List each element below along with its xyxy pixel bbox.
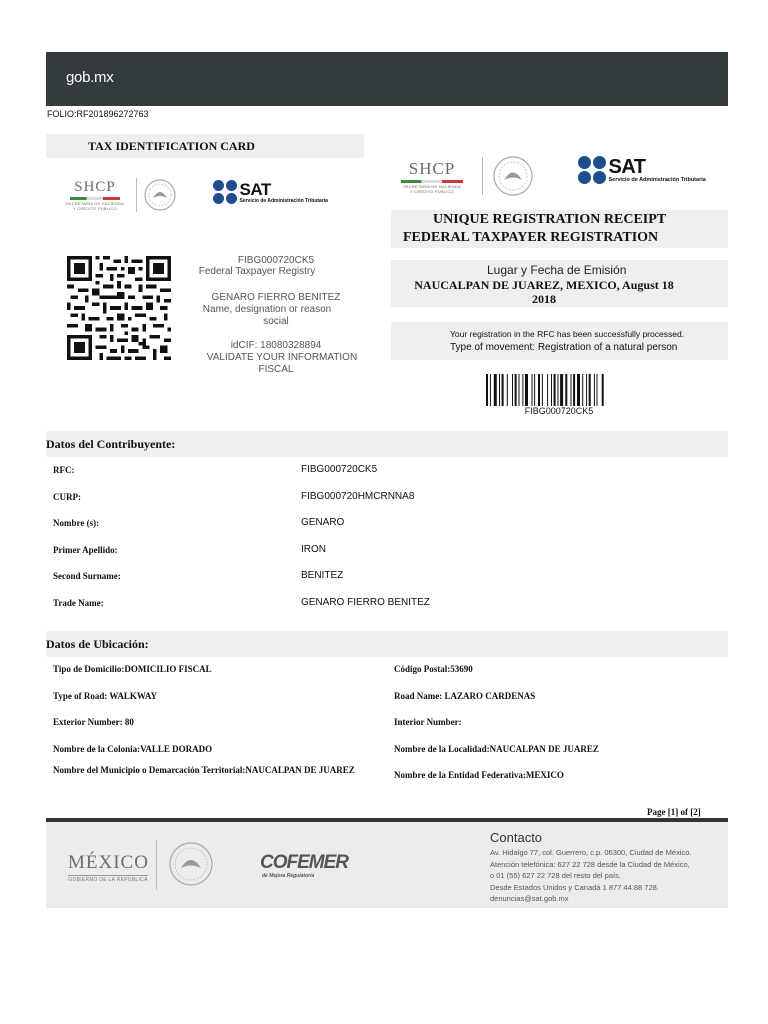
location-field: Exterior Number: 80 [53, 717, 134, 727]
mexico-logo [68, 852, 148, 883]
shcp-subtitle: SECRETARÍA DE HACIENDA [66, 201, 124, 206]
card-title-bar [46, 134, 364, 158]
shcp-subtitle: Y CRÉDITO PÚBLICO [73, 206, 117, 211]
field-label: CURP: [53, 492, 81, 502]
field-label: Nombre (s): [53, 518, 100, 528]
eagle-seal-icon [143, 178, 177, 212]
location-field: Nombre de la Localidad:NAUCALPAN DE JUAREZ [394, 744, 599, 754]
location-field: Road Name: LAZARO CARDENAS [394, 691, 536, 701]
field-label: Primer Apellido: [53, 545, 118, 555]
shcp-logo-left [60, 175, 177, 215]
location-field: Tipo de Domicilio:DOMICILIO FISCAL [53, 664, 212, 674]
top-bar [46, 52, 728, 106]
contribuyente-heading-bar [46, 431, 728, 457]
card-rfc: FIBG000720CK5 [237, 255, 315, 266]
page-indicator: Page [1] of [2] [647, 807, 701, 817]
contact-phone: o 01 (55) 627 22 728 del resto del país. [490, 871, 621, 880]
contribuyente-heading: Datos del Contribuyente: [46, 437, 176, 451]
receipt-title: UNIQUE REGISTRATION RECEIPT [433, 212, 667, 227]
sat-subtitle: Servicio de Administración Tributaria [239, 198, 328, 204]
mexico-subtitle: GOBIERNO DE LA REPÚBLICA [68, 877, 148, 883]
sat-logo-left [213, 180, 328, 204]
place-date-line: NAUCALPAN DE JUAREZ, MEXICO, August 18 [414, 278, 674, 292]
contact-phone: Atención telefónica: 627 22 728 desde la Ciudad de México, [490, 859, 690, 869]
sat-subtitle: Servicio de Administración Tributaria [608, 177, 706, 184]
shcp-wordmark: SHCP [408, 158, 456, 178]
location-field: Nombre de la Entidad Federativa:MEXICO [394, 770, 564, 780]
field-value: FIBG000720HMCRNNA8 [301, 491, 415, 502]
sat-wordmark: SAT [239, 180, 271, 199]
location-field: Código Postal:53690 [394, 664, 473, 674]
footer-separator [156, 840, 157, 890]
registration-message-box [391, 322, 728, 360]
receipt-subtitle: FEDERAL TAXPAYER REGISTRATION [403, 230, 659, 245]
qr-code [66, 256, 172, 360]
folio: FOLIO:RF201896272763 [47, 109, 149, 119]
field-value: GENARO FIERRO BENITEZ [301, 597, 430, 608]
card-rfc-caption: Federal Taxpayer Registry [198, 266, 316, 277]
contact-email[interactable]: denuncias@sat.gob.mx [490, 894, 569, 903]
ubicacion-heading: Datos de Ubicación: [46, 637, 149, 651]
sat-wordmark: SAT [608, 156, 646, 179]
cofemer-logo: COFEMER [260, 852, 348, 873]
location-field: Type of Road: WALKWAY [53, 691, 158, 701]
place-date-value [399, 278, 689, 306]
field-value: IRON [301, 544, 326, 555]
location-field: Interior Number: [394, 717, 462, 727]
card-title: TAX IDENTIFICATION CARD [88, 139, 255, 153]
location-field: Nombre de la Colonia:VALLE DORADO [53, 744, 213, 754]
barcode-text: FIBG000720CK5 [524, 406, 594, 416]
barcode [486, 374, 632, 406]
contact-info [490, 847, 692, 905]
contact-title: Contacto [490, 830, 543, 845]
sat-dots-icon [213, 180, 237, 204]
place-date-line: 2018 [532, 292, 556, 306]
field-label: RFC: [53, 465, 75, 475]
field-value: FIBG000720CK5 [301, 464, 378, 475]
card-validate: FISCAL [258, 364, 294, 375]
cofemer-subtitle: de Mejora Regulatoria [262, 873, 315, 879]
shcp-subtitle: Y CRÉDITO PÚBLICO [410, 188, 454, 194]
sat-dots-icon [578, 156, 606, 184]
sat-logo-right [578, 156, 706, 184]
field-label: Second Surname: [53, 571, 121, 581]
movement-type-text: Type of movement: Registration of a natural person [450, 342, 678, 353]
contact-address: Av. Hidalgo 77, col. Guerrero, c.p. 06300, Ciudad de México. [490, 848, 692, 857]
place-date-box [391, 260, 728, 307]
shcp-wordmark: SHCP [74, 179, 116, 195]
card-taxpayer-name: GENARO FIERRO BENITEZ [211, 292, 341, 303]
eagle-seal-icon [492, 155, 534, 197]
place-date-label: Lugar y Fecha de Emisión [487, 263, 627, 277]
registration-success-text: Your registration in the RFC has been successfully processed. [450, 329, 685, 339]
card-name-caption: Name, designation or reason [202, 304, 332, 315]
mexico-wordmark: MÉXICO [68, 852, 149, 873]
eagle-seal-icon [168, 841, 214, 887]
card-idcif: idCIF: 18080328894 [230, 340, 322, 351]
location-field: Nombre del Municipio o Demarcación Territorial:NAUCALPAN DE JUAREZ [53, 765, 355, 775]
field-label: Trade Name: [53, 598, 104, 608]
brand-logo[interactable]: gob.mx [66, 69, 114, 86]
field-value: GENARO [301, 517, 345, 528]
card-validate: VALIDATE YOUR INFORMATION [206, 352, 358, 363]
card-name-caption: social [263, 316, 289, 327]
ubicacion-heading-bar [46, 631, 728, 657]
shcp-subtitle: SECRETARÍA DE HACIENDA [403, 183, 461, 189]
contact-phone: Desde Estados Unidos y Canadá 1 877 44 88 728. [490, 882, 659, 892]
receipt-title-box [391, 210, 728, 248]
field-value: BENITEZ [301, 570, 344, 581]
shcp-logo-right [396, 155, 534, 197]
